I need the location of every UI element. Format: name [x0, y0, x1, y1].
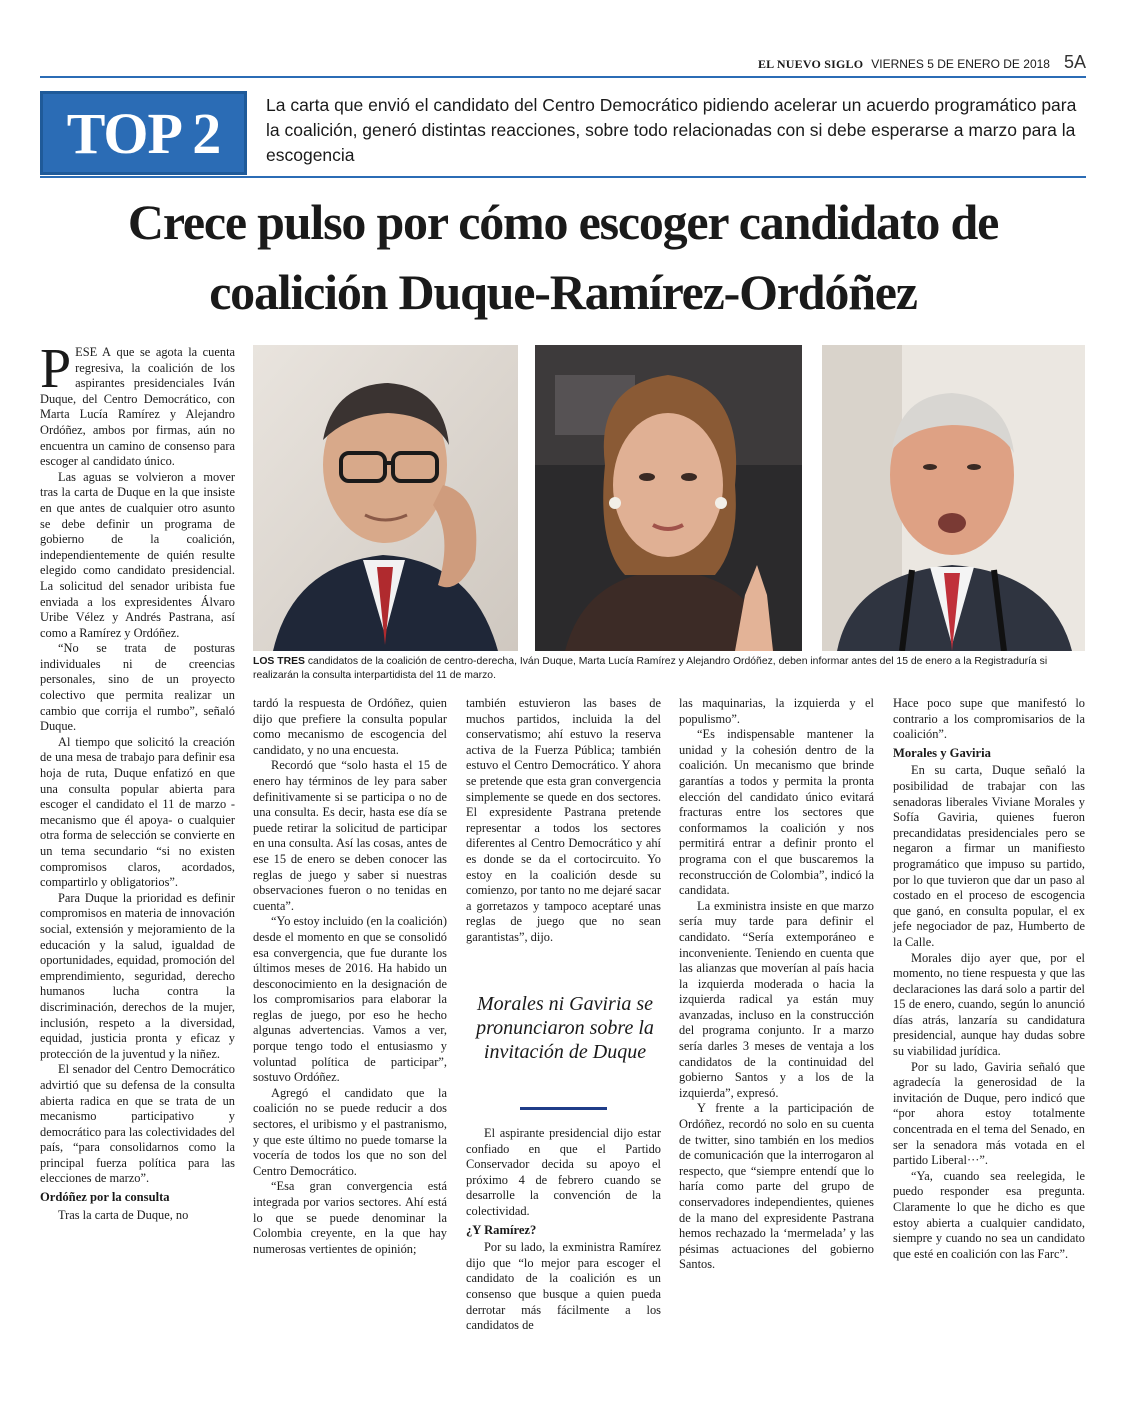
paragraph: Tras la carta de Duque, no [58, 1207, 189, 1222]
paragraph: El aspirante presidencial dijo estar confiado en que el Partido Conservador decida su apoyo el próximo 4 de febrero cuando se desarrolle la convención de la colectividad. [466, 1126, 661, 1218]
top-rule [40, 76, 1086, 78]
paragraph: Las aguas se volvieron a mover tras la carta de Duque en la que insiste en que antes de cualquier otro asunto se debe definir un programa de gobierno de la coalición, independientemente de quién resulte elegido como candidato presidencial. La solicitud del senador uribista fue enviada a los expresidentes Álvaro Uribe Vélez y Andrés Pastrana, así como a Ramírez y Ordóñez. [40, 469, 235, 640]
paragraph: Por su lado, la exministra Ramírez dijo que “lo mejor para escoger el candidato de la coalición es un consenso que busque a quien pueda derrotar más fácilmente a los candidatos de [466, 1240, 661, 1333]
paragraph: “Esa gran convergencia está integrada por varios sectores. Ahí está lo que se puede denominar la Colombia creyente, en la que hay numerosas vertientes de opinión; [253, 1179, 447, 1256]
article-column-3-continued [466, 1126, 661, 1334]
photo-ivan-duque [253, 345, 518, 651]
pull-quote: Morales ni Gaviria se pronunciaron sobre la invitación de Duque [476, 993, 654, 1063]
article-column-2 [253, 696, 447, 1257]
paragraph: “Yo estoy incluido (en la coalición) desde el momento en que se consolidó esa convergencia, que fue durante los últimos meses de 2016. Ha habido un desconocimiento en la designación de los compromisarios para elaborar la reglas de juego, por eso he hecho algunas advertencias. Vamos a ver, porque tengo todo el entusiasmo y voluntad política de participar”, sostuvo Ordóñez. [253, 914, 447, 1085]
section-badge-label: TOP 2 [66, 100, 221, 166]
paragraph: En su carta, Duque señaló la posibilidad de trabajar con las senadoras liberales Viviane Morales y Sofía Gaviria, quienes fueron precandidatas presidenciales pero se negaron a firmar un manifiesto programático que impuso su partido, por lo que tuvieron que dar un paso al costado en el proceso de escogencia que ganó, en consulta popular, el ex jefe negociador de paz, Humberto de la Calle. [893, 763, 1085, 949]
page-number: 5A [1063, 52, 1086, 72]
newspaper-name: EL NUEVO SIGLO [757, 57, 864, 71]
article-deck: La carta que envió el candidato del Centro Democrático pidiendo acelerar un acuerdo programático para la coalición, generó distintas reacciones, sobre todo relacionadas con si debe esperarse a marzo para la escogencia [266, 95, 1077, 165]
paragraph: “Ya, cuando sea reelegida, le puedo responder esa pregunta. Claramente lo que he dicho es que estoy abierta a cualquier candidato, siempre y cuando no sea un candidato que esté en coalición con las Farc”. [893, 1168, 1085, 1261]
photo-caption [253, 655, 1085, 683]
caption-text: candidatos de la coalición de centro-derecha, Iván Duque, Marta Lucía Ramírez y Alejandro Ordóñez, deben informar antes del 15 de enero a la Registraduría si realizarán la consulta interpartidista del 11 de marzo. [253, 656, 1048, 681]
paragraph: Morales dijo ayer que, por el momento, no tiene respuesta y que las declaraciones las dará solo a partir del 15 de enero, cuando, según lo anunció días atrás, lanzaría su candidatura presidencial, aunque hay dudas sobre su viabilidad jurídica. [893, 950, 1085, 1059]
paragraph: La exministra insiste en que marzo sería muy tarde para definir el candidato. “Sería extemporáneo e inconveniente. Teniendo en cuenta que las alianzas que moverían al país hacia la izquierda moderada o hacia la izquierda radical ya están muy avanzadas, incluso en la construcción del programa conjunto. Ir a marzo sería darles 3 meses de ventaja a los candidatos de la continuidad del gobierno Santos y a los de la izquierda”, expresó. [679, 898, 874, 1100]
article-column-1 [40, 338, 236, 1223]
article-column-5 [893, 696, 1085, 1262]
paragraph: también estuvieron las bases de muchos partidos, incluida la del conservatismo; ahí estuvo la reserva activa de la Fuerza Pública; también estuvo el Centro Democrático. Y ahora se pretende que esta gran convergencia simplemente se quede en dos sectores. El expresidente Pastrana pretende representar a todos los sectores diferentes al Centro Democrático y ahí es donde se da el cortocircuito. Yo estoy en la coalición desde su comienzo, por tanto no me dejaré sacar a gorretazos y tampoco aceptaré unas reglas de juego que no sean garantistas”, dijo. [466, 696, 661, 944]
article-column-3 [466, 696, 661, 946]
headline-line-1: Crece pulso por cómo escoger candidato de [127, 194, 999, 250]
paragraph: Para Duque la prioridad es definir compromisos en materia de innovación social, extensión y mejoramiento de la educación y la salud, igualdad de oportunidades, equidad, promoción del emprendimiento, seguridad, derecho humanos lucha contra la discriminación, derechos de la mujer, inclusión, respeto a la diversidad, equidad, justicia pronta y eficaz y protección de la juventud y la niñez. [40, 890, 235, 1061]
masthead [40, 52, 1086, 74]
portrait-man-gray-hair-icon [822, 345, 1085, 651]
drop-cap: P [40, 338, 72, 400]
paragraph: Al tiempo que solicitó la creación de una mesa de trabajo para definir esa hoja de ruta, Duque enfatizó en que una consulta popular abierta para escoger el candidato el 11 de marzo -mecanismo que él apoya- o cualquier otra forma de selección se convierte en un tema secundario “si no existen compromisos claros, acordados, compartirlo y obligatorios”. [40, 734, 235, 890]
subhead-ordonez: Ordóñez por la consulta [40, 1190, 170, 1205]
subhead-ramirez: ¿Y Ramírez? [466, 1222, 537, 1237]
lead-word: ESE A [75, 345, 111, 359]
paragraph: Hace poco supe que manifestó lo contrario a los compromisarios de la coalición”. [893, 696, 1085, 742]
portrait-man-glasses-icon [253, 345, 518, 651]
article-column-4 [679, 696, 874, 1273]
photo-alejandro-ordonez [822, 345, 1085, 651]
paragraph: tardó la respuesta de Ordóñez, quien dijo que prefiere la consulta popular como mecanismo de escogencia del candidato, y no una encuesta. [253, 696, 447, 757]
paragraph: Por su lado, Gaviria señaló que agradecía la generosidad de la invitación de Duque, pero indicó que “por ahora estoy totalmente concentrada en el tema del Senado, en ser la senadora más votada en el partido Liberal···”. [893, 1059, 1085, 1168]
paragraph: las maquinarias, la izquierda y el populismo”. [679, 696, 874, 726]
paragraph-text: que se agota la cuenta regresiva, la coalición de los aspirantes presidenciales Iván Duque, del Centro Democrático, con Marta Lucía Ramírez y Alejandro Ordóñez, ambos por firmas, aún no encuentra un camino de consenso para escoger al candidato único. [40, 345, 236, 469]
paragraph: Y frente a la participación de Ordóñez, recordó no solo en su cuenta de twitter, sino también en los medios de comunicación que la interrogaron al respecto, que “siempre entendí que lo haría como parte del grupo de conservadores independientes, quienes de la mano del expresidente Pastrana hemos rechazado la ‘mermelada’ y las pésimas actuaciones del gobierno Santos. [679, 1101, 874, 1272]
paragraph: Agregó el candidato que la coalición no se puede reducir a dos sectores, el uribismo y el pastranismo, y que este último no puede tomarse la vocería de todos los que no son del Centro Democrático. [253, 1085, 447, 1178]
paragraph: “No se trata de posturas individuales ni de creencias personales, sino de un proyecto colectivo que permita realizar un cambio que corrija el rumbo”, señaló Duque. [40, 641, 235, 734]
deck-rule [40, 176, 1086, 178]
caption-lead: LOS TRES [253, 656, 305, 667]
paragraph: El senador del Centro Democrático advirtió que su defensa de la consulta abierta radica en que se trata de un mecanismo participativo y democrático para las colectividades del país, “para consolidarnos como la principal fuerza política para las elecciones de marzo”. [40, 1062, 235, 1186]
paragraph: “Es indispensable mantener la unidad y la cohesión dentro de la coalición. Un mecanismo que brinde garantías a todos y permita la pronta elección del candidato único evitará fracturas entre los sectores que conformamos la coalición y nos permitirá entrar a definir pronto el programa con el que buscaremos la reconstrucción de Colombia”, indicó la candidata. [679, 727, 874, 898]
article-headline [40, 187, 1086, 327]
issue-date: VIERNES 5 DE ENERO DE 2018 [871, 57, 1050, 71]
subhead-morales-gaviria: Morales y Gaviria [893, 745, 991, 760]
masthead-right [758, 52, 1086, 73]
paragraph [40, 338, 236, 470]
portrait-woman-icon [535, 345, 802, 651]
section-badge [40, 91, 247, 175]
headline-line-2: coalición Duque-Ramírez-Ordóñez [209, 264, 917, 320]
pull-quote-rule [520, 1107, 607, 1110]
paragraph: Recordó que “solo hasta el 15 de enero hay términos de ley para saber definitivamente si se participa o no de una consulta. Es decir, hasta ese día se puede retirar la solicitud de participar en una consulta. Así las cosas, antes de ese 15 de enero se deben conocer las reglas de juego y saber si nuestras observaciones fueron o no tenidas en cuenta”. [253, 758, 447, 913]
photo-marta-lucia-ramirez [535, 345, 802, 651]
